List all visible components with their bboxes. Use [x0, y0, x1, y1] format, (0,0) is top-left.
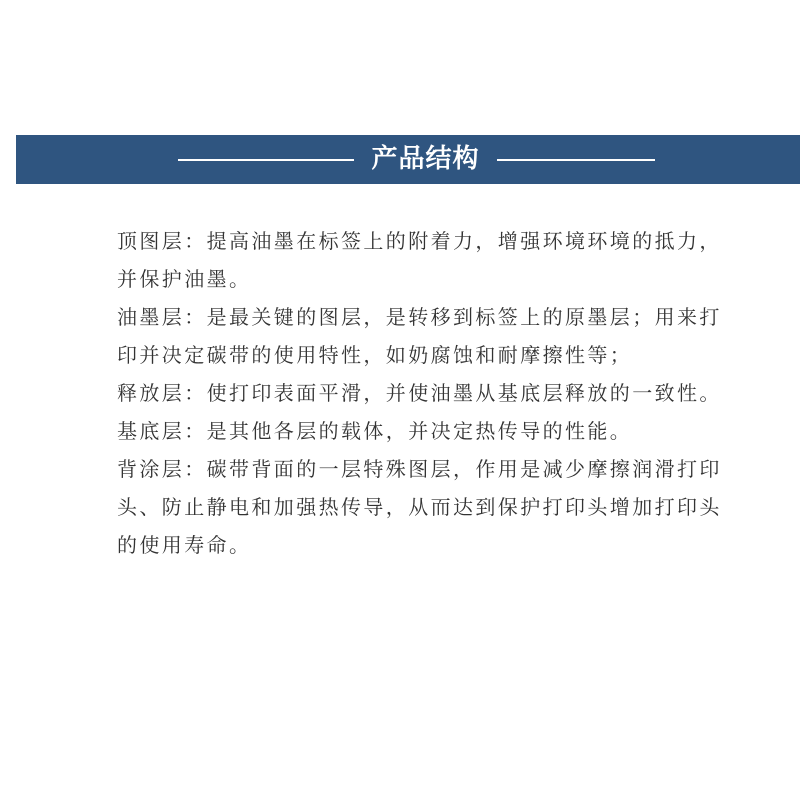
section-title: 产品结构 [371, 144, 480, 174]
header-divider-left [178, 159, 354, 161]
layer-description-ink: 油墨层：是最关键的图层，是转移到标签上的原墨层；用来打印并决定碳带的使用特性，如奶腐蚀和耐摩擦性等； [117, 305, 722, 367]
layer-description-back-coat: 背涂层：碳带背面的一层特殊图层，作用是减少摩擦润滑打印头、防止静电和加强热传导，从而达到保护打印头增加打印头的使用寿命。 [117, 457, 722, 557]
layer-description-release: 释放层：使打印表面平滑，并使油墨从基底层释放的一致性。 [117, 381, 722, 405]
layer-description-list [117, 222, 727, 564]
section-header-banner [16, 135, 800, 184]
layer-description-top-coat: 顶图层：提高油墨在标签上的附着力，增强环境环境的抵力，并保护油墨。 [117, 229, 722, 291]
header-divider-right [497, 159, 655, 161]
layer-description-base: 基底层：是其他各层的载体，并决定热传导的性能。 [117, 419, 633, 443]
